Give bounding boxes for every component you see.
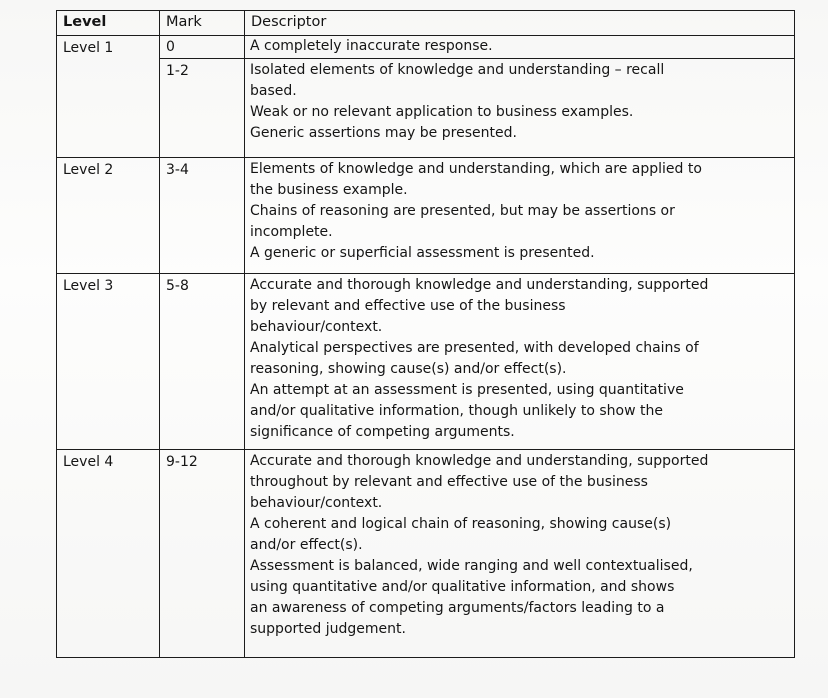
level-3-mark-cell [160, 274, 245, 450]
level-4-descriptor-line: behaviour/context. [250, 495, 383, 511]
level-3-descriptor-line: An attempt at an assessment is presented, using quantitative [250, 382, 684, 398]
level-4-mark: 9-12 [166, 454, 198, 470]
level-3-descriptor-line: reasoning, showing cause(s) and/or effect(s). [250, 361, 567, 377]
level-4-label: Level 4 [63, 454, 114, 470]
levels-mark-scheme-table [56, 10, 795, 658]
level-4-descriptor-line: an awareness of competing arguments/factors leading to a [250, 600, 665, 616]
level-3-mark: 5-8 [166, 278, 189, 294]
level-4-descriptor-cell [245, 450, 795, 658]
zero-mark-value: 0 [166, 39, 175, 55]
zero-mark-cell [160, 36, 245, 59]
level-3-cell [57, 274, 160, 450]
level-2-label: Level 2 [63, 162, 114, 178]
level-2-mark-cell [160, 158, 245, 274]
level-2-cell [57, 158, 160, 274]
level-3-descriptor-line: significance of competing arguments. [250, 424, 515, 440]
descriptor-header-cell [245, 11, 795, 36]
level-1-cell [57, 36, 160, 158]
level-4-descriptor-line: throughout by relevant and effective use of the business [250, 474, 648, 490]
level-3-descriptor-line: and/or qualitative information, though unlikely to show the [250, 403, 663, 419]
level-4-descriptor-line: Assessment is balanced, wide ranging and well contextualised, [250, 558, 693, 574]
level-3-descriptor-line: by relevant and effective use of the business [250, 298, 566, 314]
level-header: Level [63, 14, 107, 30]
level-2-descriptor-line: the business example. [250, 182, 408, 198]
level-header-cell [57, 11, 160, 36]
header-row [57, 11, 795, 36]
level-4-descriptor-line: Accurate and thorough knowledge and understanding, supported [250, 453, 709, 469]
level-2-row [57, 158, 795, 274]
level-4-row [57, 450, 795, 658]
level-1-mark: 1-2 [166, 63, 189, 79]
level-2-descriptor-line: A generic or superficial assessment is presented. [250, 245, 595, 261]
level-2-descriptor-line: Elements of knowledge and understanding, which are applied to [250, 161, 702, 177]
level-3-descriptor-line: behaviour/context. [250, 319, 383, 335]
level-1-descriptor-line: based. [250, 83, 297, 99]
level-3-descriptor-cell [245, 274, 795, 450]
level-3-descriptor-line: Analytical perspectives are presented, with developed chains of [250, 340, 699, 356]
level-4-cell [57, 450, 160, 658]
level-4-descriptor-line: A coherent and logical chain of reasoning, showing cause(s) [250, 516, 672, 532]
level-1-mark-cell [160, 59, 245, 158]
zero-descriptor-cell [245, 36, 795, 59]
level-3-label: Level 3 [63, 278, 114, 294]
descriptor-header: Descriptor [251, 14, 327, 30]
level-4-descriptor-line: using quantitative and/or qualitative information, and shows [250, 579, 675, 595]
level-1-descriptor-line: Weak or no relevant application to business examples. [250, 104, 634, 120]
zero-mark-row [57, 36, 795, 59]
level-3-row [57, 274, 795, 450]
level-4-descriptor-line: and/or effect(s). [250, 537, 363, 553]
level-1-row [57, 59, 795, 158]
mark-header: Mark [166, 14, 202, 30]
level-1-descriptor-cell [245, 59, 795, 158]
level-2-mark: 3-4 [166, 162, 189, 178]
level-2-descriptor-cell [245, 158, 795, 274]
zero-descriptor-text: A completely inaccurate response. [250, 38, 493, 54]
level-2-descriptor-line: Chains of reasoning are presented, but may be assertions or [250, 203, 675, 219]
mark-header-cell [160, 11, 245, 36]
level-3-descriptor-line: Accurate and thorough knowledge and understanding, supported [250, 277, 709, 293]
level-1-label: Level 1 [63, 40, 114, 56]
level-2-descriptor-line: incomplete. [250, 224, 333, 240]
level-1-descriptor-line: Generic assertions may be presented. [250, 125, 517, 141]
level-1-descriptor-line: Isolated elements of knowledge and understanding – recall [250, 62, 665, 78]
level-4-mark-cell [160, 450, 245, 658]
level-4-descriptor-line: supported judgement. [250, 621, 406, 637]
